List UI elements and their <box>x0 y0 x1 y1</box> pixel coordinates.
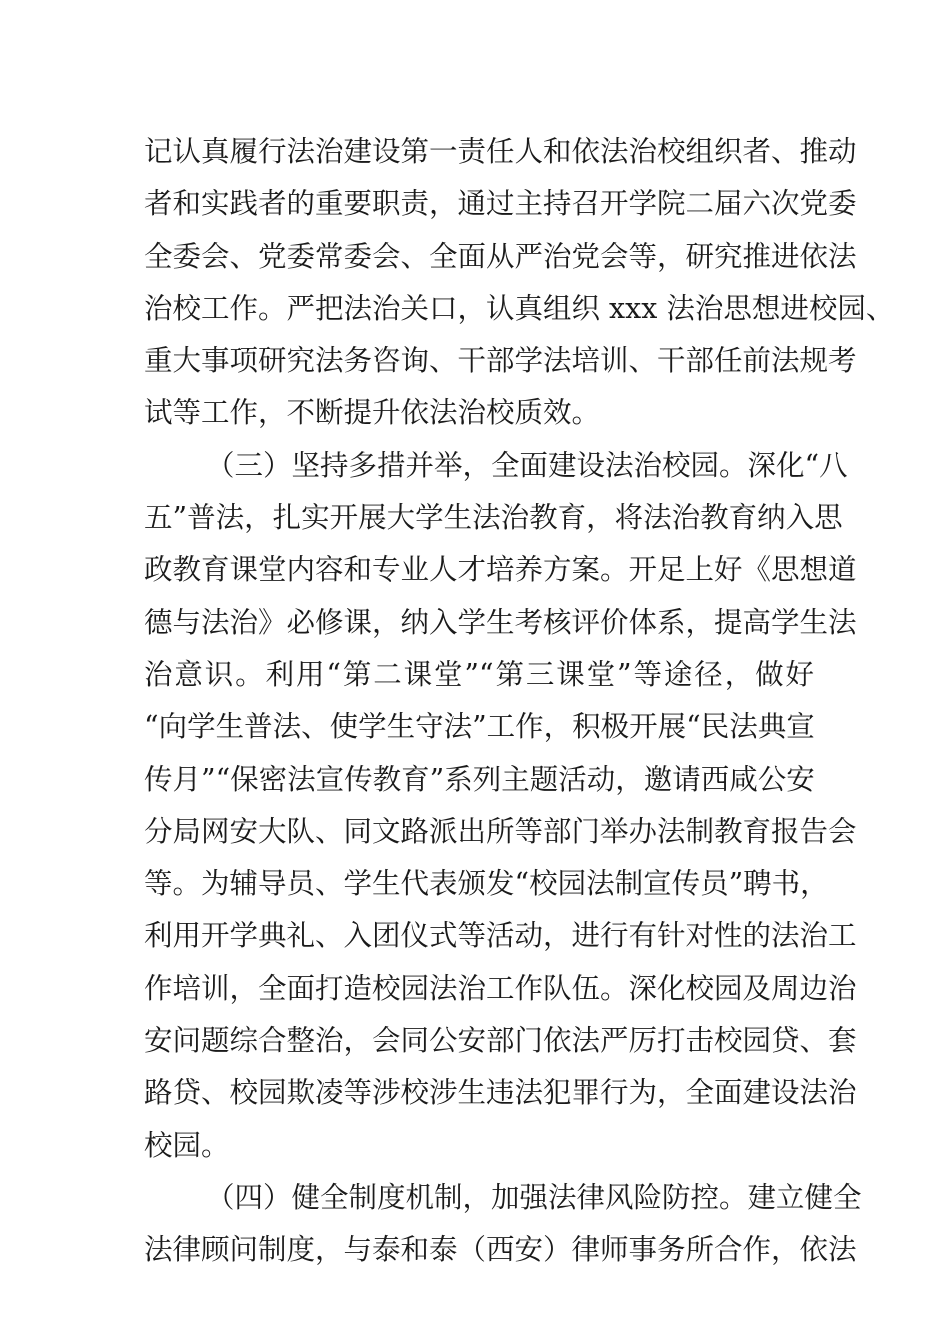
text-line: “向学生普法、使学生守法”工作，积极开展“民法典宣 <box>144 710 815 744</box>
text-line: 者和实践者的重要职责，通过主持召开学院二届六次党委 <box>144 187 857 221</box>
text-line: 传月”“保密法宣传教育”系列主题活动，邀请西咸公安 <box>144 762 815 796</box>
text-line: 试等工作，不断提升依法治校质效。 <box>144 396 601 430</box>
text-line: 治校工作。严把法治关口，认真组织 xxx 法治思想进校园、 <box>144 291 895 325</box>
text-line: （三）坚持多措并举，全面建设法治校园。深化“八 <box>206 448 848 482</box>
text-line: 政教育课堂内容和专业人才培养方案。开足上好《思想道 <box>144 553 857 587</box>
text-line: 利用开学典礼、入团仪式等活动，进行有针对性的法治工 <box>144 919 857 953</box>
text-line: 德与法治》必修课，纳入学生考核评价体系，提高学生法 <box>144 605 857 639</box>
text-line: 五”普法，扎实开展大学生法治教育，将法治教育纳入思 <box>144 501 843 535</box>
text-line: 等。为辅导员、学生代表颁发“校园法制宣传员”聘书， <box>144 867 829 901</box>
text-line: 路贷、校园欺凌等涉校涉生违法犯罪行为，全面建设法治 <box>144 1076 857 1110</box>
text-line: 校园。 <box>144 1128 230 1162</box>
text-line: 作培训，全面打造校园法治工作队伍。深化校园及周边治 <box>144 971 857 1005</box>
text-line: （四）健全制度机制，加强法律风险防控。建立健全 <box>206 1180 862 1214</box>
text-line: 重大事项研究法务咨询、干部学法培训、干部任前法规考 <box>144 344 857 378</box>
document-body <box>144 130 895 1281</box>
text-line: 法律顾问制度，与泰和泰（西安）律师事务所合作，依法 <box>144 1233 857 1267</box>
text-line: 安问题综合整治，会同公安部门依法严厉打击校园贷、套 <box>144 1024 857 1058</box>
text-line: 分局网安大队、同文路派出所等部门举办法制教育报告会 <box>144 814 857 848</box>
text-line: 记认真履行法治建设第一责任人和依法治校组织者、推动 <box>144 135 857 168</box>
text-line: 治意识。利用“第二课堂”“第三课堂”等途径，做好 <box>144 657 814 691</box>
text-line: 全委会、党委常委会、全面从严治党会等，研究推进依法 <box>144 239 857 273</box>
